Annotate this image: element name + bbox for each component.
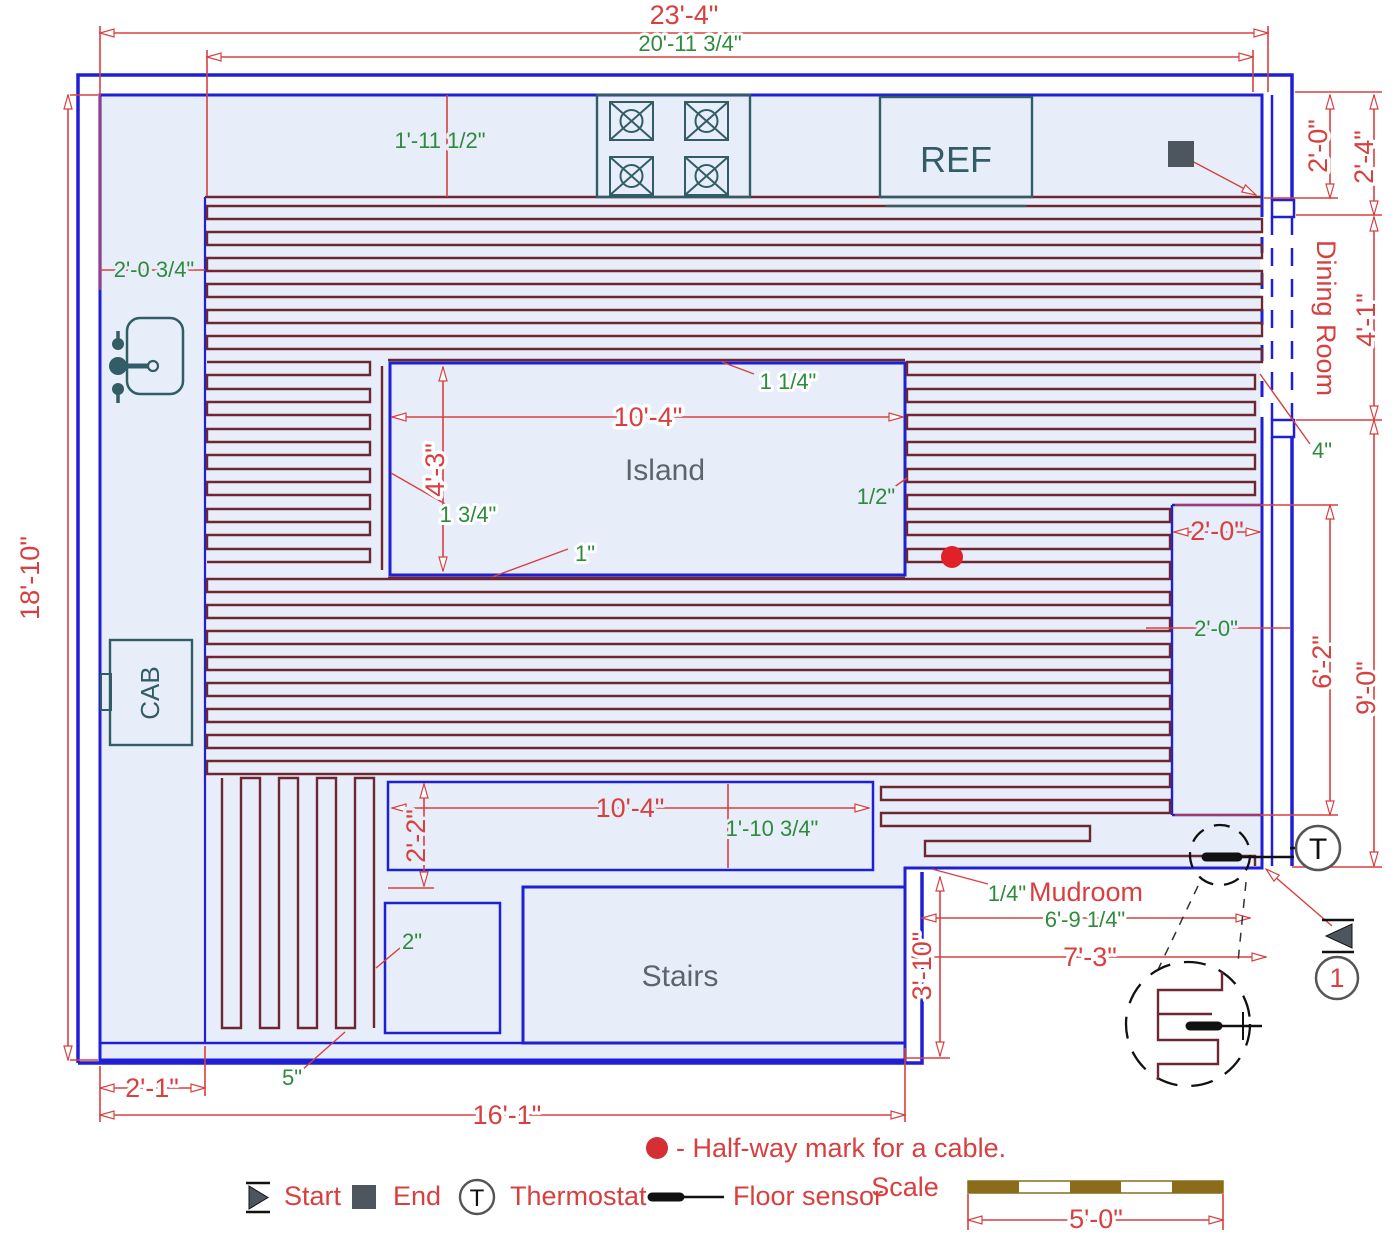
mudroom-label: Mudroom (1028, 877, 1144, 907)
dim-counter-height-bottom: 2'-2" (401, 809, 431, 863)
thermostat-legend-symbol: T (469, 1185, 485, 1212)
dim-right-strip-green: 2'-0" (1194, 616, 1238, 641)
dim-cable-offset: 2" (401, 929, 423, 954)
stairs-label: Stairs (641, 960, 719, 993)
start-marker-icon (1322, 920, 1354, 952)
dim-right-strip-red: 2'-0" (1190, 516, 1244, 546)
refrigerator-label: REF (920, 139, 992, 180)
scale-length-text: 5'-0" (1069, 1204, 1123, 1234)
dim-sink-clearance: 2'-0 3/4" (113, 257, 195, 282)
dim-island-width: 10'-4" (613, 402, 683, 432)
halfway-mark-dot (941, 546, 963, 568)
sensor-detail-bubble (1126, 882, 1262, 1086)
dim-corner-width: 2'-1" (125, 1073, 179, 1103)
cabinet-label: CAB (135, 666, 165, 720)
halfway-legend-text: - Half-way mark for a cable. (676, 1133, 1007, 1163)
dim-right-strip-height: 6'-2" (1307, 635, 1337, 689)
dim-mudroom-height: 3'-10" (907, 931, 937, 1001)
dim-wall-top-right-outer: 2'-4" (1349, 130, 1379, 184)
island-label: Island (624, 454, 706, 487)
scale-bar (871, 1172, 1223, 1234)
wall-post-top (1272, 200, 1294, 217)
thermostat-icon (1290, 826, 1340, 870)
thermostat-legend-label: Thermostat (510, 1181, 647, 1211)
start-legend-icon (246, 1183, 270, 1212)
dim-overall-width: 23'-4" (649, 0, 719, 30)
floor-sensor-legend-label: Floor sensor (733, 1181, 884, 1211)
dim-island-height: 4'-3" (420, 443, 450, 497)
dim-bottom-width: 16'-1" (472, 1100, 542, 1130)
dim-right-wall-height: 9'-0" (1351, 661, 1381, 715)
dining-room-label: Dining Room (1311, 239, 1341, 397)
dim-island-offset-right: 1/2" (856, 484, 896, 509)
end-legend-label: End (393, 1181, 442, 1211)
dim-counter-width-bottom: 10'-4" (595, 793, 665, 823)
end-marker-icon (1168, 141, 1194, 167)
thermostat-symbol-text: T (1308, 833, 1328, 866)
wall-post-bottom (1272, 420, 1294, 437)
dim-counter-depth: 1'-11 1/2" (394, 128, 486, 153)
dim-counter-depth-bottom: 1'-10 3/4" (725, 816, 819, 841)
dim-heated-width: 20'-11 3/4" (638, 31, 742, 56)
legend (246, 1133, 1223, 1234)
dim-island-offset-left: 1 3/4" (439, 502, 497, 527)
scale-label: Scale (871, 1172, 939, 1202)
detail-number-badge (1316, 957, 1358, 999)
dining-opening-dashed-wall (1272, 217, 1292, 420)
dim-island-offset-bottom: 1" (574, 541, 596, 566)
dim-mudroom-cable-width: 6'-9 1/4" (1044, 907, 1126, 932)
start-legend-label: Start (284, 1181, 342, 1211)
dim-island-offset-top: 1 1/4" (759, 369, 817, 394)
end-legend-icon (352, 1185, 376, 1209)
dim-wall-top-right: 2'-0" (1303, 119, 1333, 173)
dim-dining-opening: 4'-1" (1351, 293, 1381, 347)
dim-mudroom-offset: 1/4" (987, 881, 1027, 906)
dim-overall-height: 18'-10" (15, 536, 45, 620)
dim-post-width: 4" (1311, 438, 1333, 463)
detail-number-text: 1 (1329, 963, 1345, 993)
dim-stairs-cable-gap: 5" (281, 1065, 303, 1090)
dim-mudroom-width: 7'-3" (1063, 942, 1117, 972)
halfway-legend-dot (646, 1137, 668, 1159)
